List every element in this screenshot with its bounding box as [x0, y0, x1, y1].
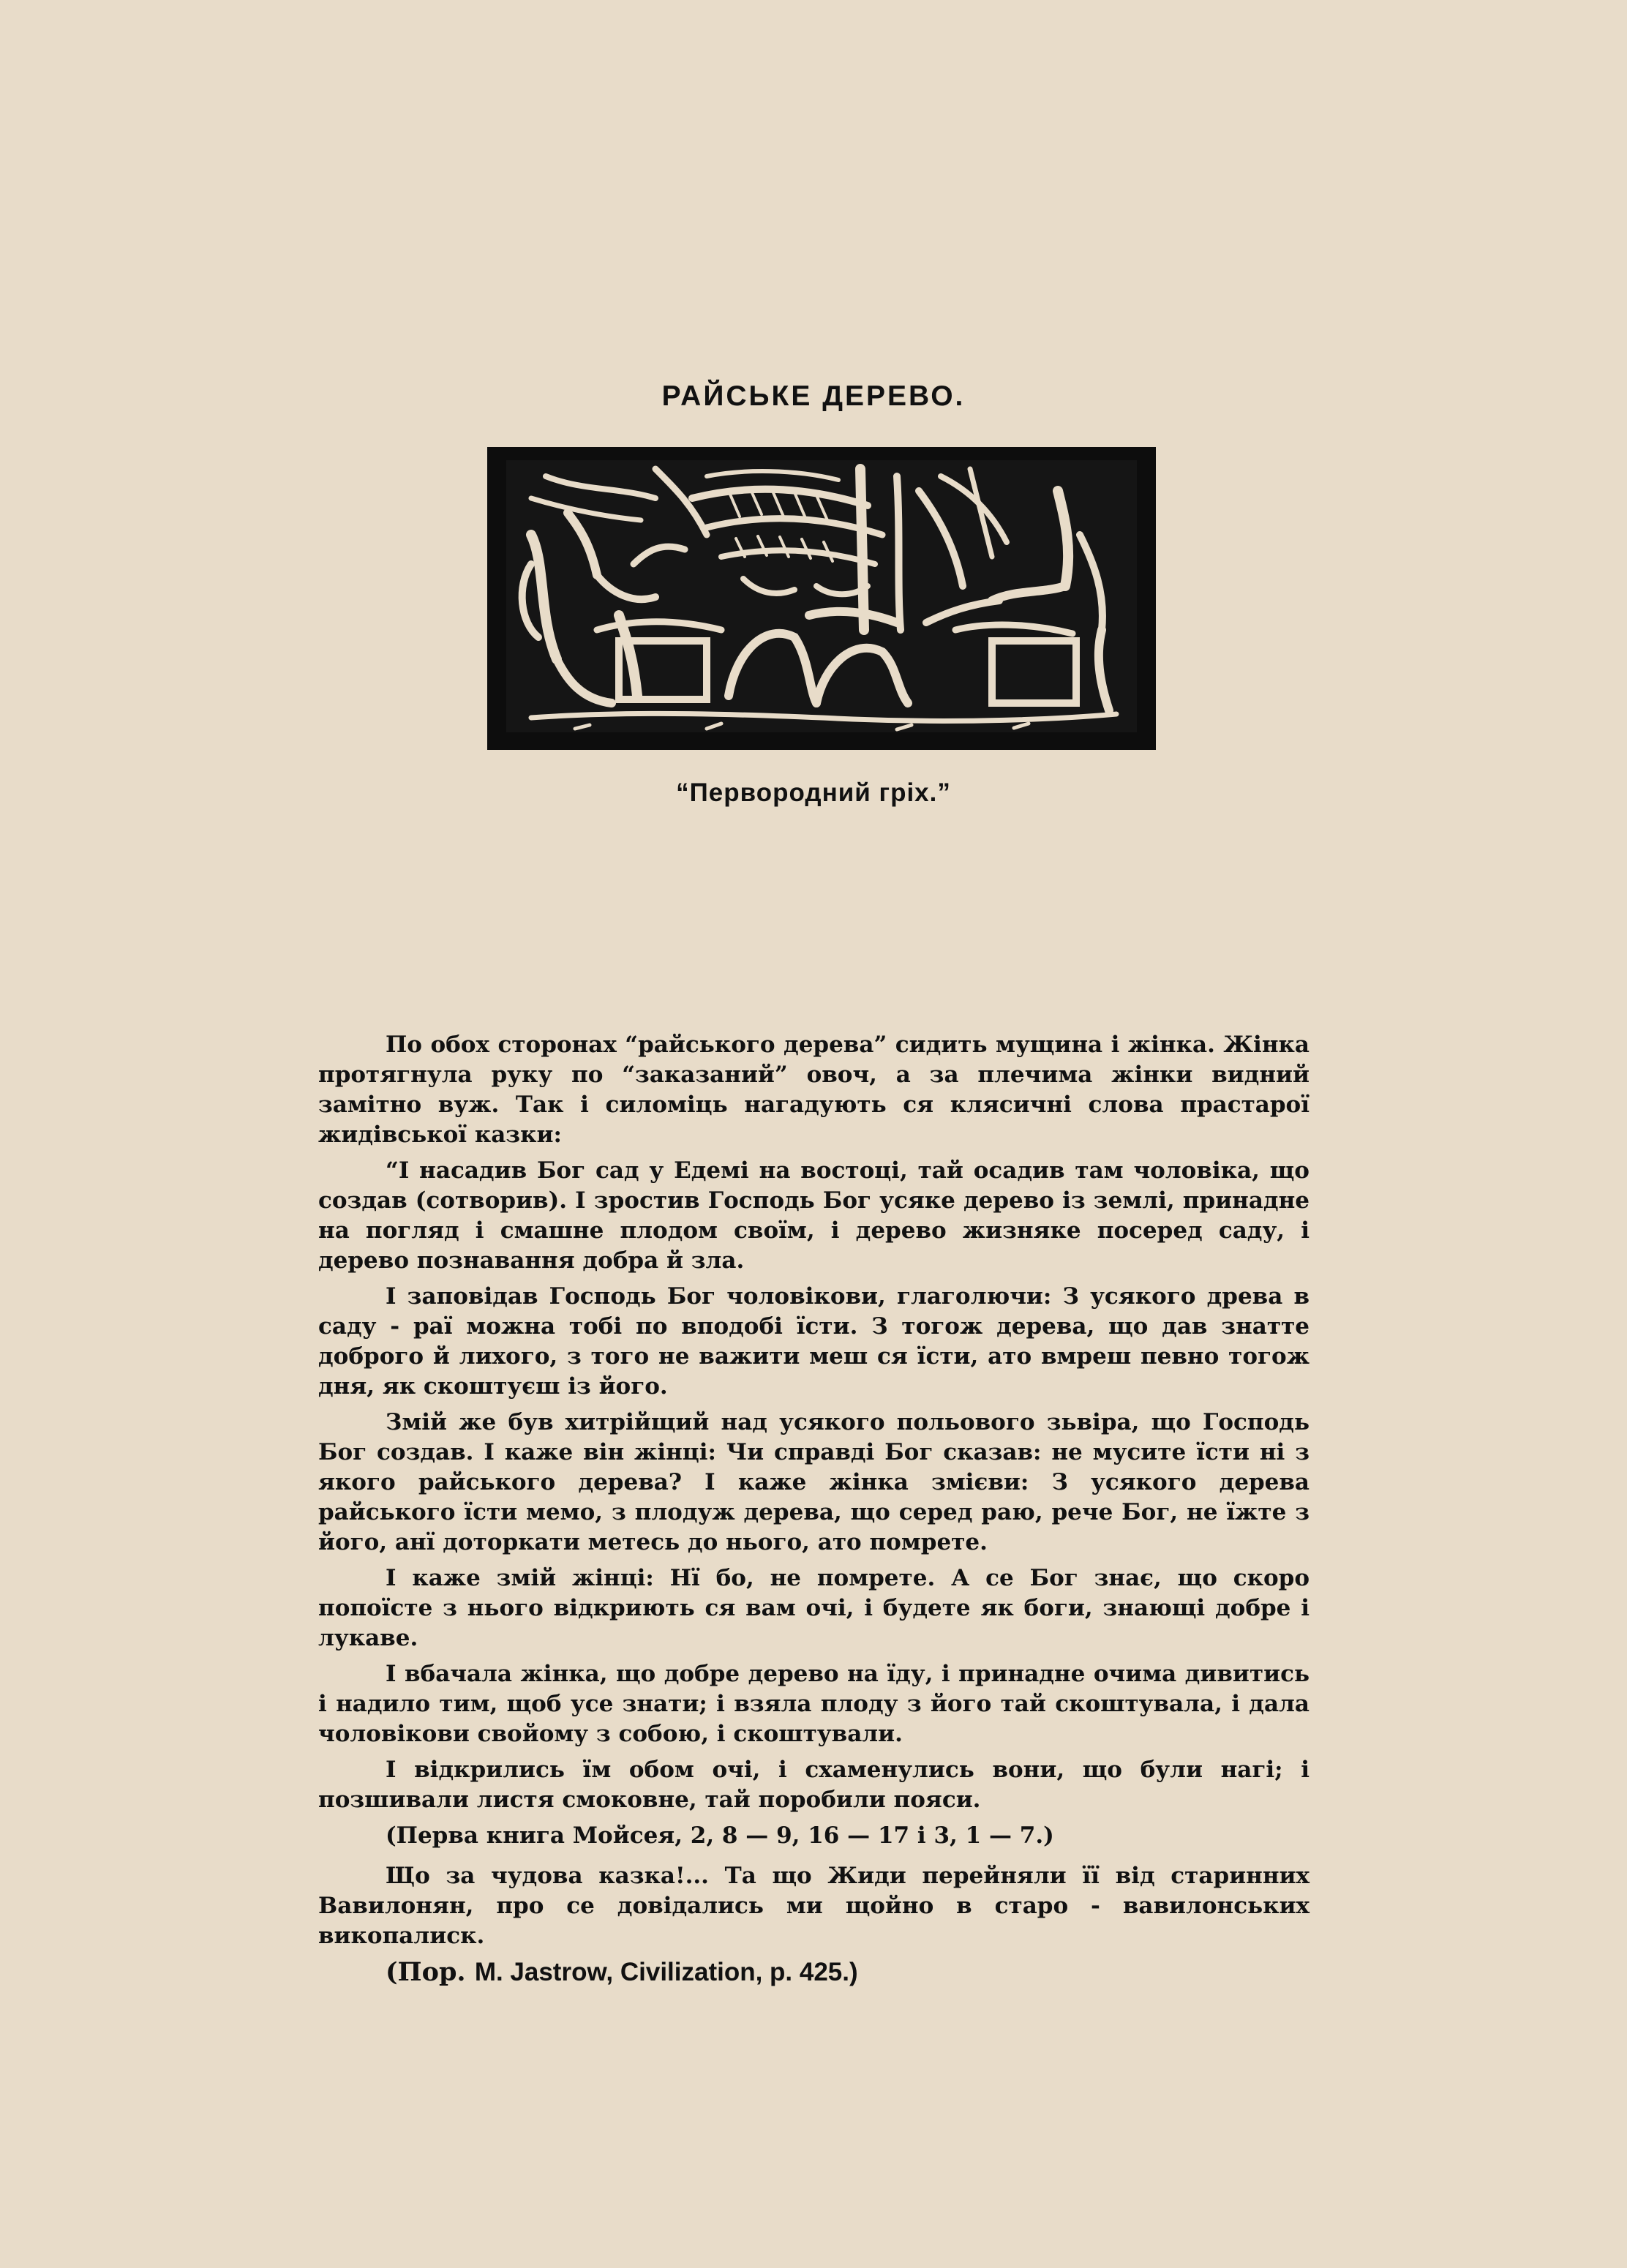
paragraph: І вбачала жінка, що добре дерево на їду, і принадне очима дивитись і надило тим, щоб усе знати; і взяла плоду з його тай скоштувала, і дала чоловікови свойому з собою, і скоштували.	[318, 1661, 1310, 1747]
citation-rest: Civilization, p. 425.)	[613, 1958, 858, 1986]
paragraph: І відкрились їм обом очі, і схаменулись вони, що були нагі; і позшивали листя смоковне, тай поробили пояси.	[318, 1757, 1310, 1813]
paragraph: Змій же був хитрійщий над усякого польового зьвіра, що Господь Бог создав. І каже він жінці: Чи справді Бог сказав: не мусите їсти ні з якого райського дерева? І каже жінка змієви: З усякого дерева райського їсти мемо, з плодуж дерева, що серед раю, рече Бог, не їжте з його, анї доторкати метесь до нього, ато помрете.	[318, 1409, 1310, 1555]
woodcut-illustration	[487, 447, 1156, 750]
bible-reference: (Перва книга Мойсея, 2, 8 — 9, 16 — 17 і 3, 1 — 7.)	[386, 1822, 1054, 1849]
paragraph: По обох сторонах “райського дерева” сидить мущина і жінка. Жінка протягнула руку по “заказаний” овоч, а за плечима жінки видний замітно вуж. Так і силоміць нагадують ся клясичні слова прастарої жидівської казки:	[318, 1032, 1310, 1148]
page-title: РАЙСЬКЕ ДЕРЕВО.	[661, 380, 966, 412]
closing-paragraph: Що за чудова казка!... Та що Жиди перейняли її від старинних Вавилонян, про се довідались ми щойно в старо - вавилонських викопалиск.	[318, 1863, 1310, 1949]
illustration-caption: “Первородний гріх.”	[676, 778, 951, 807]
article-body	[318, 1030, 1310, 1993]
citation	[318, 1957, 1310, 1987]
paragraph: І заповідав Господь Бог чоловікови, глаголючи: З усякого древа в саду - раї можна тобі по вподобі їсти. З тогож дерева, що дав знатте доброго й лихого, з того не важити меш ся їсти, ато вмреш певно тогож дня, як скоштуєш із його.	[318, 1283, 1310, 1400]
citation-prefix: (Пор.	[386, 1957, 475, 1987]
paragraph: “І насадив Бог сад у Едемі на востоці, тай осадив там чоловіка, що создав (сотворив). І зростив Господь Бог усяке дерево із землі, принадне на погляд і смашне плодом своїм, і дерево жизняке посеред саду, і дерево познавання добра й зла.	[318, 1157, 1310, 1274]
citation-author: M. Jastrow,	[474, 1958, 614, 1986]
paragraph: І каже змій жінці: Нї бо, не помрете. А се Бог знає, що скоро попоїсте з нього відкриють ся вам очі, і будете як боги, знающі добре і лукаве.	[318, 1565, 1310, 1651]
